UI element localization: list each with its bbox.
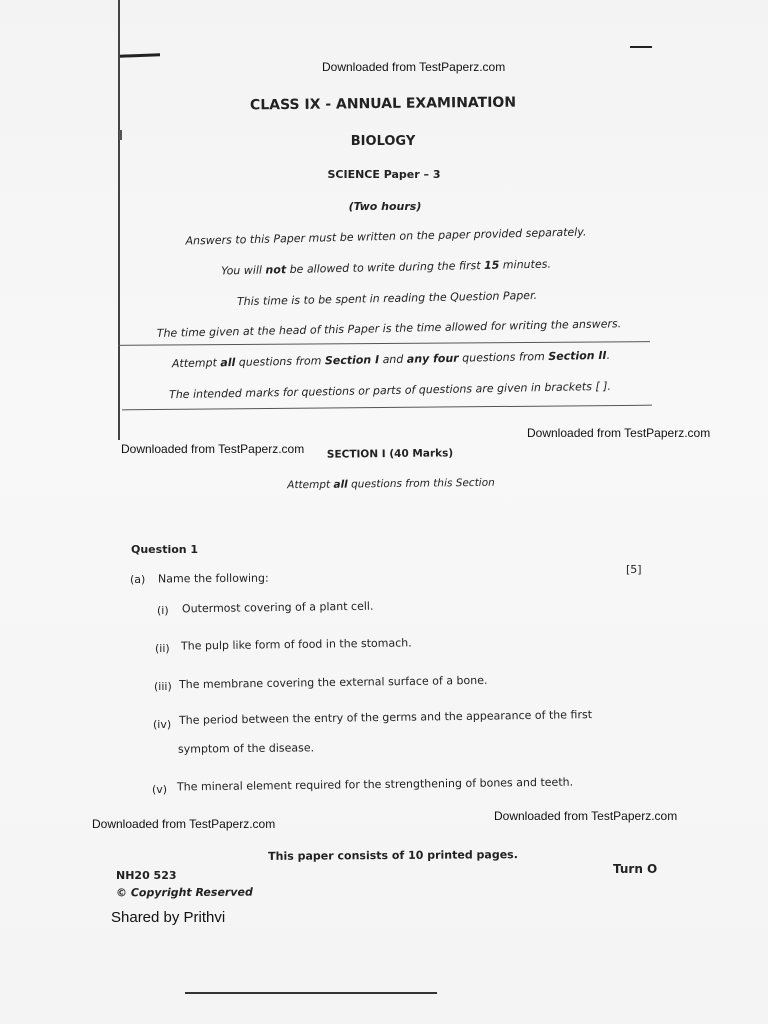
watermark-top: Downloaded from TestPaperz.com bbox=[322, 60, 506, 74]
instruction-line-4: The time given at the head of this Paper is the time allowed for writing the answers. bbox=[156, 317, 622, 340]
instruction-line-6: The intended marks for questions or parts of questions are given in brackets [ ]. bbox=[168, 379, 612, 402]
watermark-bottom-right: Downloaded from TestPaperz.com bbox=[494, 809, 678, 823]
list-item-number: (iii) bbox=[154, 680, 172, 693]
list-item-number: (iv) bbox=[153, 718, 172, 731]
list-item-text: The mineral element required for the strengthening of bones and teeth. bbox=[176, 775, 574, 794]
question-marks: [5] bbox=[626, 563, 642, 576]
list-item-text: The pulp like form of food in the stomach. bbox=[180, 636, 412, 653]
list-item-continuation: symptom of the disease. bbox=[177, 741, 315, 756]
pages-note: This paper consists of 10 printed pages. bbox=[268, 848, 518, 863]
list-item-number: (v) bbox=[152, 783, 168, 796]
list-item-text: The membrane covering the external surface of a bone. bbox=[178, 673, 488, 692]
instruction-line-2: You will not be allowed to write during the first 15 minutes. bbox=[220, 257, 552, 278]
instruction-line-1: Answers to this Paper must be written on the paper provided separately. bbox=[185, 225, 587, 248]
bottom-scan-line bbox=[185, 992, 437, 994]
paper-code: NH20 523 bbox=[116, 869, 177, 882]
watermark-mid-left: Downloaded from TestPaperz.com bbox=[121, 442, 305, 456]
watermark-mid-right: Downloaded from TestPaperz.com bbox=[527, 426, 711, 440]
section-instruction: Attempt all questions from this Section bbox=[287, 476, 495, 492]
exam-title: CLASS IX - ANNUAL EXAMINATION bbox=[249, 94, 517, 114]
exam-duration: (Two hours) bbox=[348, 200, 422, 213]
instruction-line-3: This time is to be spent in reading the Question Paper. bbox=[236, 288, 538, 309]
instruction-line-5: Attempt all questions from Section I and any four questions from Section II. bbox=[171, 348, 611, 371]
binder-edge-line bbox=[118, 0, 120, 440]
list-item-text: Outermost covering of a plant cell. bbox=[181, 599, 374, 616]
paper-title: SCIENCE Paper – 3 bbox=[327, 168, 441, 181]
list-item-number: (i) bbox=[157, 604, 169, 617]
turn-over-note: Turn O bbox=[613, 862, 658, 876]
shared-by-credit: Shared by Prithvi bbox=[111, 909, 226, 926]
section-title: SECTION I (40 Marks) bbox=[326, 447, 454, 461]
question-part-text: Name the following: bbox=[157, 571, 269, 586]
copyright-notice: © Copyright Reserved bbox=[115, 885, 253, 900]
list-item-text: The period between the entry of the germs and the appearance of the first bbox=[178, 708, 593, 727]
scan-mark-right bbox=[630, 46, 652, 48]
question-label: Question 1 bbox=[131, 543, 199, 556]
list-item-number: (ii) bbox=[155, 642, 170, 655]
watermark-bottom-left: Downloaded from TestPaperz.com bbox=[92, 817, 276, 831]
scan-mark-tick bbox=[119, 130, 122, 140]
subject-title: BIOLOGY bbox=[350, 134, 416, 149]
question-part-label: (a) bbox=[130, 573, 146, 586]
